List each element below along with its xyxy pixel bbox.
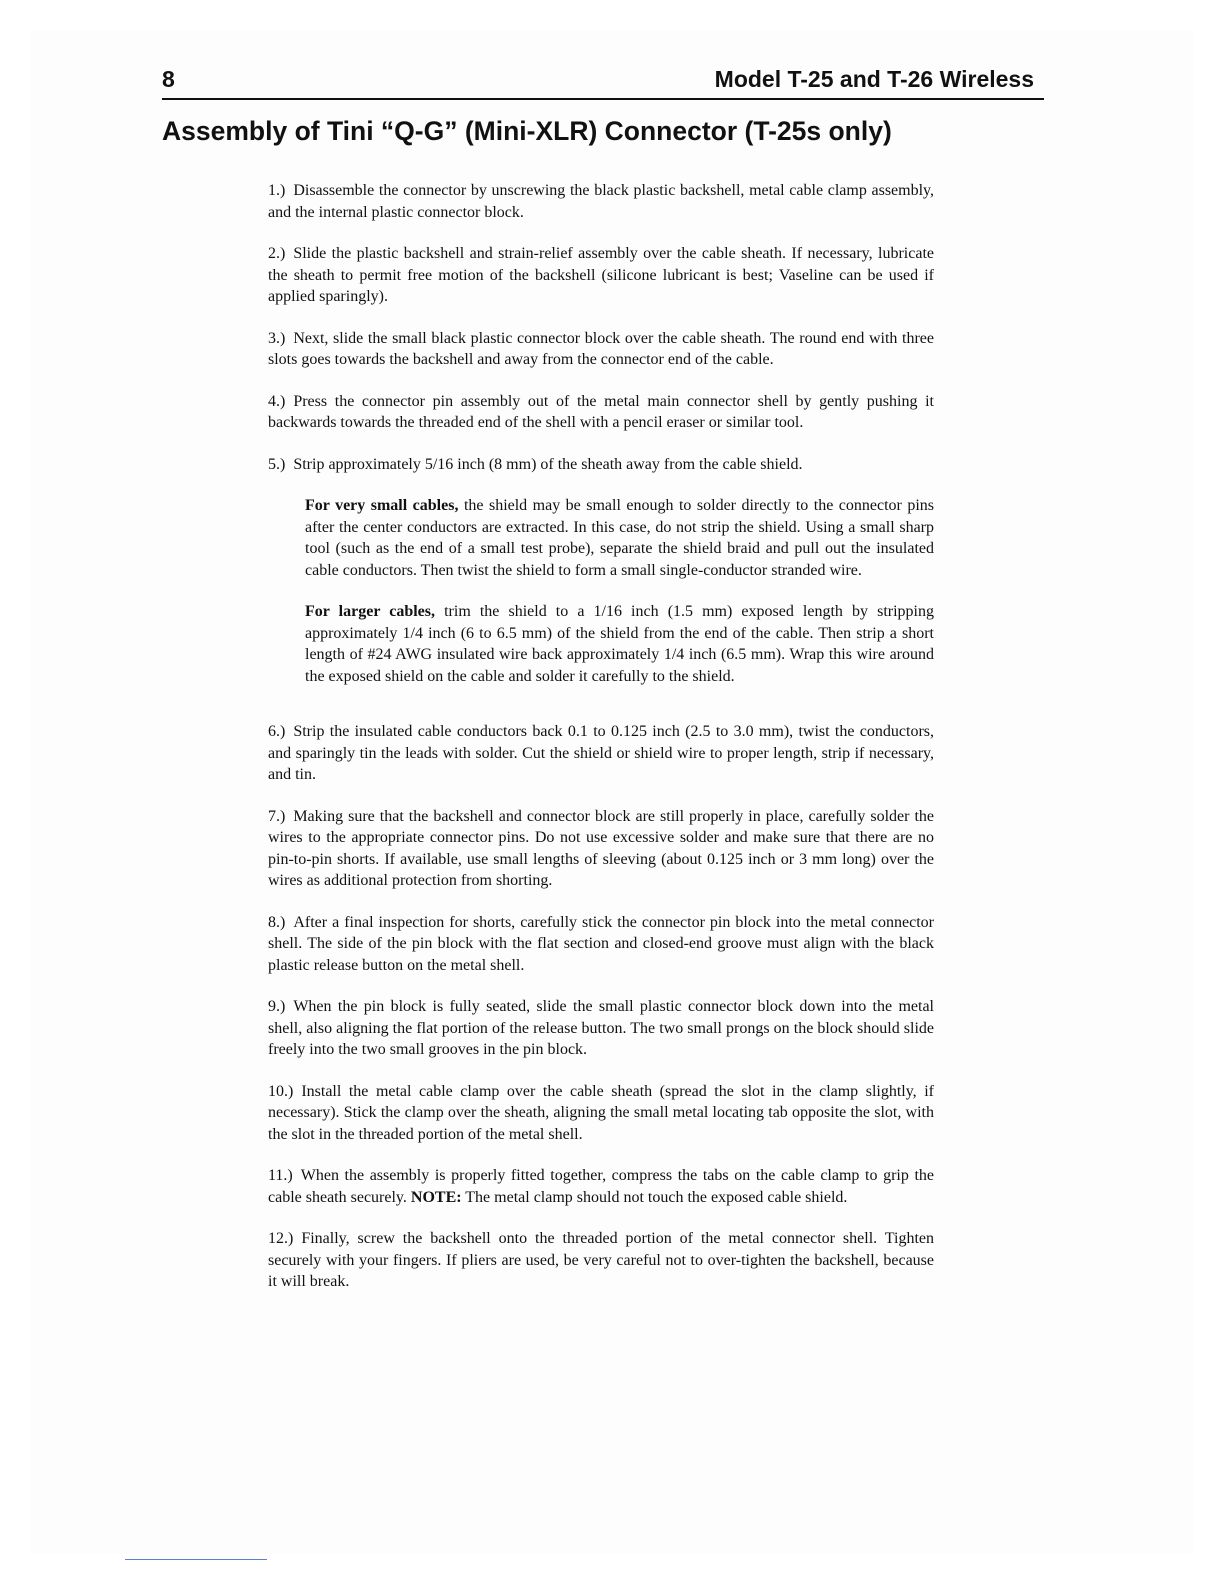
section-title: Assembly of Tini “Q-G” (Mini-XLR) Connector (T-25s only) — [162, 116, 892, 146]
page-number: 8 — [162, 66, 175, 92]
sub-paragraph-lead: For larger cables, — [305, 603, 435, 620]
step-2 — [268, 243, 934, 308]
step-number: 6.) — [268, 723, 286, 740]
step-4 — [268, 391, 934, 434]
note-label: NOTE: — [410, 1188, 462, 1206]
step-text-continued: The metal clamp should not touch the exposed cable shield. — [465, 1188, 848, 1206]
footer-rule — [125, 1559, 267, 1560]
step-text: Install the metal cable clamp over the cable sheath (spread the slot in the clamp slightly, if necessary). Stick the clamp over the sheath, aligning the small metal locating tab opposite the slot, with the slot in the threaded portion of the metal shell. — [268, 1082, 934, 1143]
step-8 — [268, 912, 934, 977]
sub-paragraph-larger-cables — [305, 601, 934, 687]
step-number: 2.) — [268, 245, 286, 262]
spacer — [268, 707, 934, 721]
sub-paragraph-small-cables — [305, 495, 934, 581]
step-number: 1.) — [268, 182, 286, 199]
step-7 — [268, 806, 934, 892]
step-3 — [268, 328, 934, 371]
step-text: Strip the insulated cable conductors back 0.1 to 0.125 inch (2.5 to 3.0 mm), twist the conductors, and sparingly tin the leads with solder. Cut the shield or shield wire to proper length, strip if necessary, and tin. — [268, 723, 934, 783]
step-number: 9.) — [268, 998, 286, 1015]
sub-paragraph-text: the shield may be small enough to solder directly to the connector pins after the center conductors are extracted. In this case, do not strip the shield. Using a small sharp tool (such as the end of a small test probe), separate the shield braid and pull out the insulated cable conductors. Then twist the shield to form a small single-conductor stranded wire. — [305, 497, 935, 579]
step-10 — [268, 1081, 934, 1146]
step-text: Press the connector pin assembly out of the metal main connector shell by gently pushing it backwards towards the threaded end of the shell with a pencil eraser or similar tool. — [268, 392, 934, 431]
step-6 — [268, 721, 934, 786]
step-12 — [268, 1228, 934, 1293]
step-text: Strip approximately 5/16 inch (8 mm) of the sheath away from the cable shield. — [293, 455, 803, 473]
step-number: 7.) — [268, 807, 286, 825]
step-11 — [268, 1165, 934, 1208]
step-text: Disassemble the connector by unscrewing the black plastic backshell, metal cable clamp assembly, and the internal plastic connector block. — [268, 182, 934, 221]
step-text: Next, slide the small black plastic connector block over the cable sheath. The round end with three slots goes towards the backshell and away from the connector end of the cable. — [268, 329, 934, 368]
step-text: When the assembly is properly fitted together, compress the tabs on the cable clamp to grip the cable sheath securely. — [268, 1167, 934, 1206]
page-header — [162, 64, 1044, 100]
step-number: 4.) — [268, 392, 286, 410]
step-text: Slide the plastic backshell and strain-relief assembly over the cable sheath. If necessary, lubricate the sheath to permit free motion of the backshell (silicone lubricant is best; Vaseline can be used if applied sparingly). — [268, 245, 934, 305]
running-title: Model T-25 and T-26 Wireless — [714, 66, 1034, 92]
step-text: After a final inspection for shorts, carefully stick the connector pin block into the metal connector shell. The side of the pin block with the flat section and closed-end groove must align with the black plastic release button on the metal shell. — [268, 913, 934, 974]
step-number: 12.) — [268, 1230, 294, 1247]
step-5 — [268, 454, 934, 476]
step-text: Making sure that the backshell and connector block are still properly in place, carefully solder the wires to the appropriate connector pins. Do not use excessive solder and make sure that there are no pin-to-pin shorts. If available, use small lengths of sleeving (about 0.125 inch or 3 mm long) over the wires as additional protection from shorting. — [268, 807, 934, 889]
sub-paragraph-lead: For very small cables, — [305, 497, 459, 514]
step-number: 3.) — [268, 329, 286, 347]
sub-paragraph-text: trim the shield to a 1/16 inch (1.5 mm) exposed length by stripping approximately 1/4 inch (6 to 6.5 mm) of the shield from the end of the cable. Then strip a short length of #24 AWG insulated wire back approximately 1/4 inch (6.5 mm). Wrap this wire around the exposed shield on the cable and solder it carefully to the shield. — [305, 603, 934, 685]
step-9 — [268, 996, 934, 1061]
step-text: Finally, screw the backshell onto the threaded portion of the metal connector shell. Tighten securely with your fingers. If pliers are used, be very careful not to over-tighten the backshell, because it will break. — [268, 1230, 934, 1290]
step-number: 11.) — [268, 1167, 293, 1184]
assembly-steps — [268, 180, 934, 1313]
step-1 — [268, 180, 934, 223]
step-number: 8.) — [268, 913, 286, 931]
step-text: When the pin block is fully seated, slide the small plastic connector block down into the metal shell, also aligning the flat portion of the release button. The two small prongs on the block should slide freely into the two small grooves in the pin block. — [268, 998, 934, 1058]
step-number: 5.) — [268, 455, 286, 473]
step-number: 10.) — [268, 1082, 294, 1100]
